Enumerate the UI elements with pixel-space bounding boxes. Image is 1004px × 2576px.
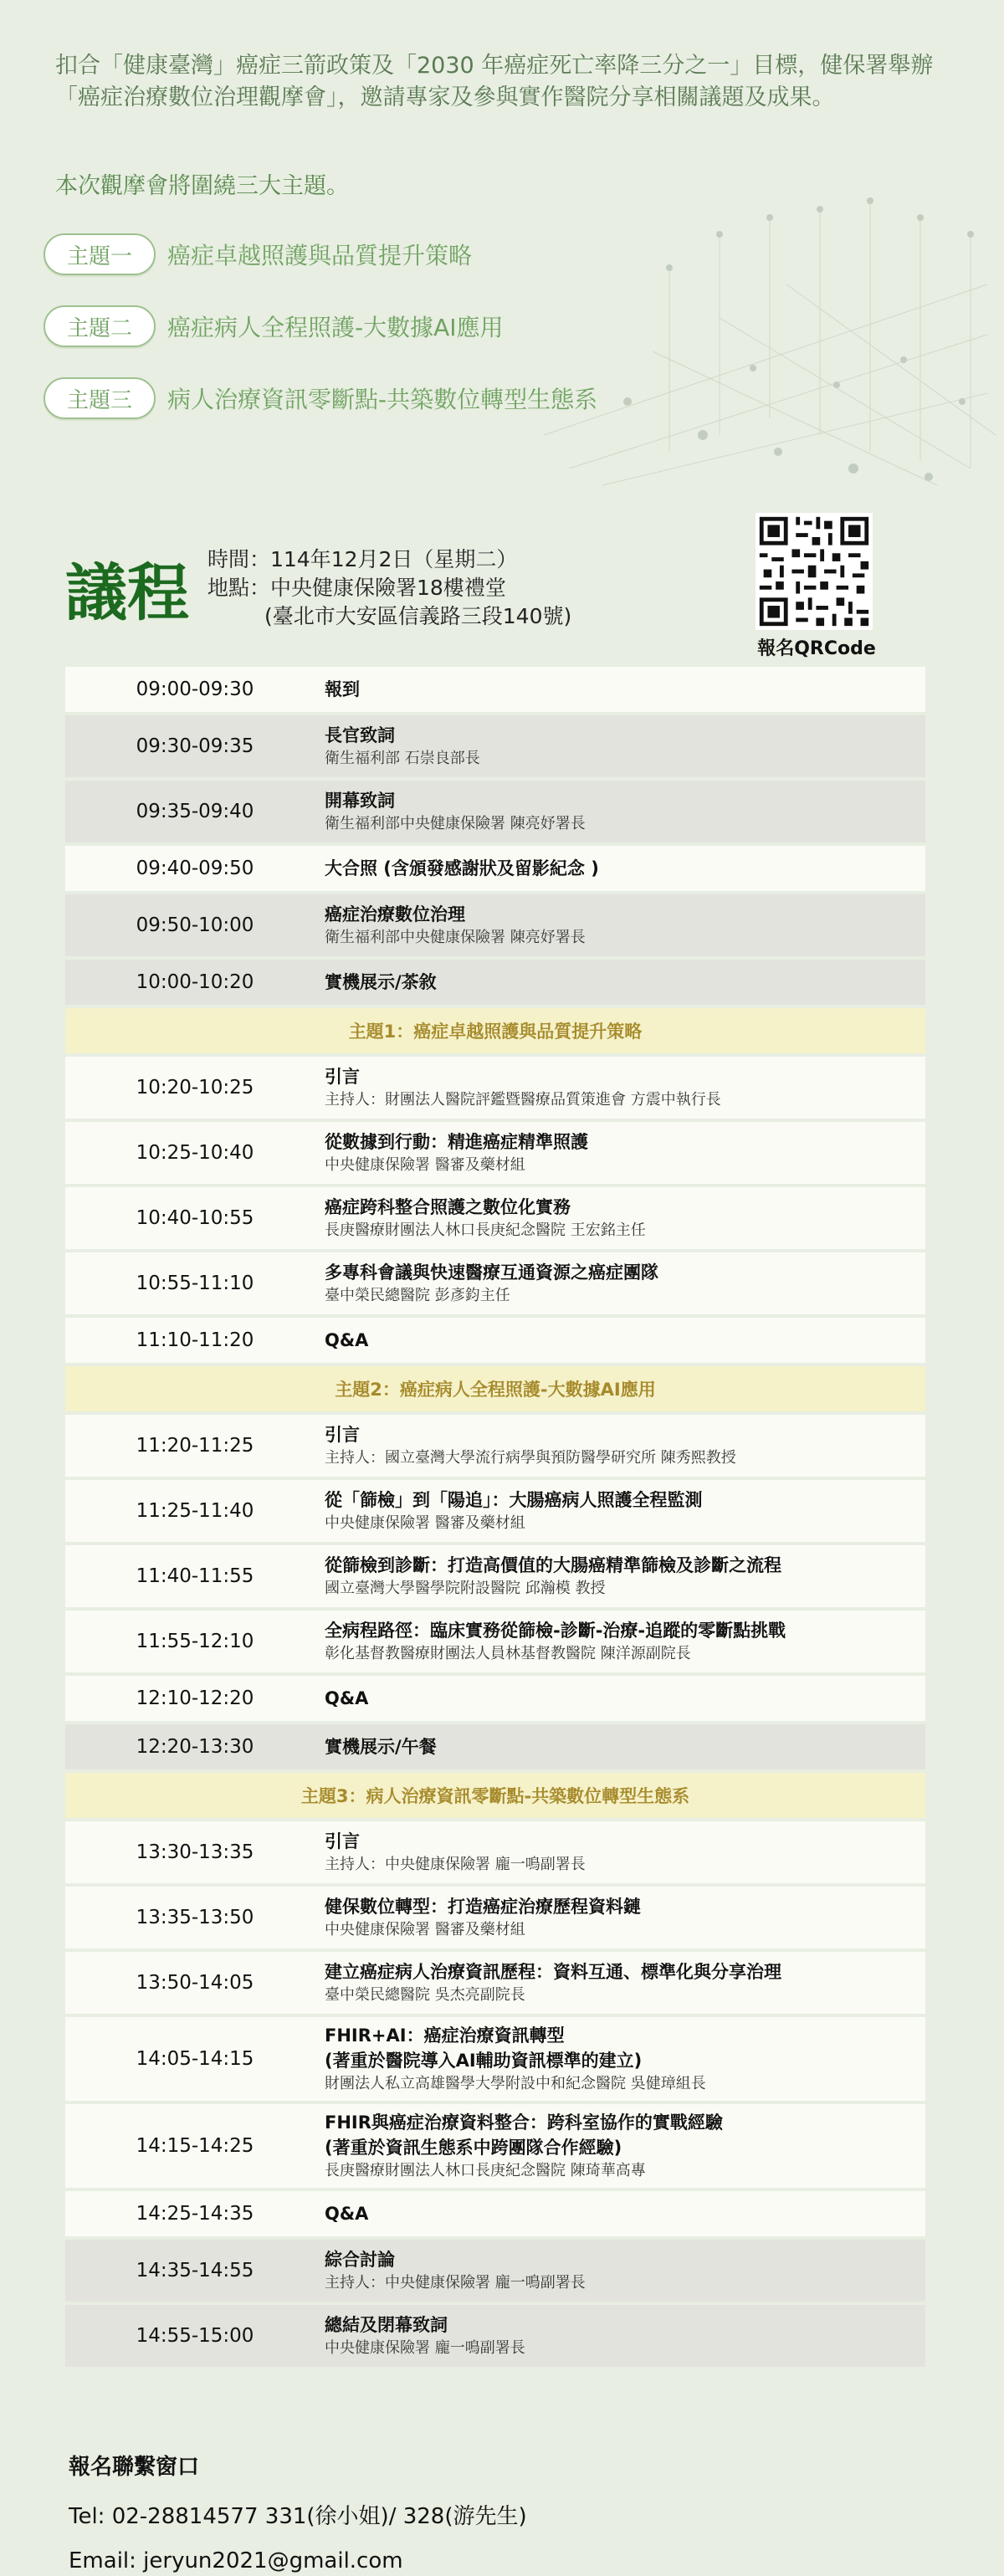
agenda-row xyxy=(65,1318,925,1363)
row-content xyxy=(325,2307,925,2364)
intro-note: 本次觀摩會將圍繞三大主題。 xyxy=(55,173,349,199)
contact-tel: Tel: 02-28814577 331(徐小姐)/ 328(游先生) xyxy=(69,2504,527,2529)
row-title: Q&A xyxy=(325,2204,369,2224)
theme-header-row xyxy=(65,1366,925,1411)
row-content xyxy=(325,1417,925,1474)
intro-text: 扣合「健康臺灣」癌症三箭政策及「2030 年癌症死亡率降三分之一」目標，健保署舉辦「癌症治療數位治理觀摩會」，邀請專家及參與實作醫院分享相關議題及成果。 xyxy=(55,53,934,110)
row-time: 09:35-09:40 xyxy=(136,801,254,822)
theme-text: 癌症卓越照護與品質提升策略 xyxy=(167,242,473,269)
row-title: 從篩檢到診斷：打造高價值的大腸癌精準篩檢及診斷之流程 xyxy=(325,1555,781,1575)
row-speaker: 財團法人私立高雄醫學大學附設中和紀念醫院 吳健璋組長 xyxy=(325,2075,706,2092)
row-title: 報到 xyxy=(325,679,360,699)
theme-badge: 主題一 xyxy=(44,233,156,275)
theme-item-2 xyxy=(44,301,504,351)
row-speaker: 彰化基督教醫療財團法人員林基督教醫院 陳洋源副院長 xyxy=(325,1645,691,1662)
row-title: 全病程路徑：臨床實務從篩檢-診斷-治療-追蹤的零斷點挑戰 xyxy=(325,1621,786,1641)
agenda-row xyxy=(65,781,925,842)
row-title: 引言 xyxy=(325,1831,360,1851)
agenda-row xyxy=(65,2017,925,2101)
row-content xyxy=(325,1059,925,1116)
row-speaker: 主持人：中央健康保險署 龐一鳴副署長 xyxy=(325,2274,586,2292)
row-speaker: 中央健康保險署 醫審及藥材組 xyxy=(325,1514,525,1532)
row-speaker: 臺中榮民總醫院 彭彥鈞主任 xyxy=(325,1287,510,1304)
row-speaker: 國立臺灣大學醫學院附設醫院 邱瀚模 教授 xyxy=(325,1580,606,1597)
theme-header-row xyxy=(65,1008,925,1053)
row-speaker: 衛生福利部中央健康保險署 陳亮妤署長 xyxy=(325,815,586,832)
agenda-time: 時間：114年12月2日（星期二） xyxy=(207,547,518,571)
row-content xyxy=(325,965,925,1000)
row-time: 09:00-09:30 xyxy=(136,679,254,700)
row-time: 10:55-11:10 xyxy=(136,1273,254,1294)
row-title: 綜合討論 xyxy=(325,2250,395,2270)
row-title: 健保數位轉型：打造癌症治療歷程資料鏈 xyxy=(325,1897,641,1917)
agenda-row xyxy=(65,1122,925,1184)
row-time: 13:50-14:05 xyxy=(136,1972,254,1994)
agenda-row xyxy=(65,894,925,956)
row-time: 14:25-14:35 xyxy=(136,2203,254,2225)
network-decoration xyxy=(502,184,1004,502)
agenda-row xyxy=(65,1187,925,1249)
row-title: 多專科會議與快速醫療互通資源之癌症團隊 xyxy=(325,1262,658,1283)
theme-header-title: 主題3：病人治療資訊零斷點-共築數位轉型生態系 xyxy=(300,1786,690,1806)
row-content xyxy=(325,1323,925,1358)
row-title: 開幕致詞 xyxy=(325,791,395,811)
agenda-row xyxy=(65,1676,925,1721)
row-content xyxy=(325,1889,925,1946)
agenda-table xyxy=(65,667,925,2370)
agenda-row xyxy=(65,2305,925,2367)
agenda-row xyxy=(65,1415,925,1477)
row-title: 引言 xyxy=(325,1067,360,1087)
row-content xyxy=(325,1255,925,1312)
row-content xyxy=(325,1729,925,1764)
agenda-row xyxy=(65,1252,925,1314)
row-time: 10:25-10:40 xyxy=(136,1142,254,1164)
row-title: 癌症治療數位治理 xyxy=(325,904,465,924)
row-title: 建立癌症病人治療資訊歷程：資料互通、標準化與分享治理 xyxy=(325,1962,781,1982)
agenda-row xyxy=(65,960,925,1005)
row-title: FHIR+AI：癌症治療資訊轉型 xyxy=(325,2025,565,2046)
row-title: 實機展示/午餐 xyxy=(325,1737,437,1757)
row-time: 12:20-13:30 xyxy=(136,1736,254,1758)
row-time: 10:00-10:20 xyxy=(136,971,254,993)
registration-qr-code[interactable] xyxy=(756,513,873,630)
row-speaker: 主持人：財團法人醫院評鑑暨醫療品質策進會 方震中執行長 xyxy=(325,1091,721,1109)
agenda-row xyxy=(65,1057,925,1119)
row-title: 實機展示/茶敘 xyxy=(325,972,437,992)
agenda-row xyxy=(65,2104,925,2188)
row-content xyxy=(325,1548,925,1605)
row-content xyxy=(325,783,925,840)
agenda-address: (臺北市大安區信義路三段140號) xyxy=(264,604,572,628)
row-speaker: 主持人：國立臺灣大學流行病學與預防醫學研究所 陳秀熙教授 xyxy=(325,1449,736,1467)
row-title: Q&A xyxy=(325,1688,369,1708)
row-title: 總結及閉幕致詞 xyxy=(325,2315,448,2335)
row-title: 大合照 (含頒發感謝狀及留影紀念 ) xyxy=(325,858,599,878)
agenda-row xyxy=(65,667,925,712)
row-time: 09:30-09:35 xyxy=(136,735,254,757)
row-content xyxy=(325,1483,925,1539)
row-speaker: 臺中榮民總醫院 吳杰亮副院長 xyxy=(325,1986,525,2004)
theme-badge: 主題二 xyxy=(44,305,156,347)
row-time: 11:40-11:55 xyxy=(136,1565,254,1587)
row-content xyxy=(325,1954,925,2011)
agenda-row xyxy=(65,1545,925,1607)
row-content xyxy=(325,718,925,775)
row-time: 09:50-10:00 xyxy=(136,914,254,936)
row-time: 12:10-12:20 xyxy=(136,1687,254,1709)
row-time: 14:55-15:00 xyxy=(136,2325,254,2347)
row-speaker: 長庚醫療財團法人林口長庚紀念醫院 王宏銘主任 xyxy=(325,1221,646,1239)
row-title: Q&A xyxy=(325,1330,369,1350)
row-content xyxy=(325,851,925,886)
row-title: 長官致詞 xyxy=(325,725,395,745)
row-time: 11:25-11:40 xyxy=(136,1500,254,1522)
row-title: 引言 xyxy=(325,1425,360,1445)
contact-email[interactable]: Email: jeryun2021@gmail.com xyxy=(69,2548,403,2573)
row-speaker: 主持人：中央健康保險署 龐一鳴副署長 xyxy=(325,1856,586,1873)
row-content xyxy=(325,1613,925,1670)
theme-badge: 主題三 xyxy=(44,377,156,419)
row-time: 11:10-11:20 xyxy=(136,1329,254,1351)
row-title-note: (著重於醫院導入AI輔助資訊標準的建立) xyxy=(325,2051,643,2071)
row-speaker: 衛生福利部中央健康保險署 陳亮妤署長 xyxy=(325,929,586,946)
row-content xyxy=(325,1124,925,1181)
row-title: 從數據到行動：精進癌症精準照護 xyxy=(325,1132,588,1152)
theme-item-1 xyxy=(44,229,472,279)
agenda-row xyxy=(65,1821,925,1883)
row-content xyxy=(325,672,925,707)
row-content xyxy=(325,2018,925,2100)
row-time: 09:40-09:50 xyxy=(136,858,254,879)
row-speaker: 衛生福利部 石崇良部長 xyxy=(325,750,480,767)
row-time: 14:05-14:15 xyxy=(136,2048,254,2070)
agenda-row xyxy=(65,1724,925,1769)
row-content xyxy=(325,1824,925,1881)
contact-heading: 報名聯繫窗口 xyxy=(69,2455,200,2480)
row-content xyxy=(325,897,925,954)
row-content xyxy=(325,2196,925,2231)
agenda-row xyxy=(65,1952,925,2014)
row-speaker: 中央健康保險署 龐一鳴副署長 xyxy=(325,2339,525,2357)
row-speaker: 中央健康保險署 醫審及藥材組 xyxy=(325,1156,525,1174)
row-time: 10:40-10:55 xyxy=(136,1207,254,1229)
row-title: 癌症跨科整合照護之數位化實務 xyxy=(325,1197,571,1217)
agenda-place: 地點：中央健康保險署18樓禮堂 xyxy=(207,576,506,600)
row-time: 11:20-11:25 xyxy=(136,1435,254,1457)
agenda-row xyxy=(65,1887,925,1949)
theme-text: 病人治療資訊零斷點-共築數位轉型生態系 xyxy=(167,386,598,413)
qr-label: 報名QRCode xyxy=(757,638,876,659)
row-time: 14:35-14:55 xyxy=(136,2260,254,2282)
row-title: FHIR與癌症治療資料整合：跨科室協作的實戰經驗 xyxy=(325,2113,723,2133)
row-title-note: (著重於資訊生態系中跨團隊合作經驗) xyxy=(325,2138,622,2158)
row-content xyxy=(325,2105,925,2187)
agenda-row xyxy=(65,1480,925,1542)
agenda-row xyxy=(65,715,925,777)
theme-item-3 xyxy=(44,373,597,423)
agenda-row xyxy=(65,2240,925,2302)
row-time: 11:55-12:10 xyxy=(136,1631,254,1652)
theme-header-title: 主題2：癌症病人全程照護-大數據AI應用 xyxy=(335,1380,656,1400)
row-time: 13:35-13:50 xyxy=(136,1907,254,1928)
row-title: 從「篩檢」到「陽追」：大腸癌病人照護全程監測 xyxy=(325,1490,703,1510)
row-time: 13:30-13:35 xyxy=(136,1841,254,1863)
row-speaker: 長庚醫療財團法人林口長庚紀念醫院 陳琦華高專 xyxy=(325,2162,646,2179)
theme-text: 癌症病人全程照護-大數據AI應用 xyxy=(167,314,504,341)
row-content xyxy=(325,2242,925,2299)
row-time: 10:20-10:25 xyxy=(136,1077,254,1099)
row-time: 14:15-14:25 xyxy=(136,2135,254,2157)
agenda-row xyxy=(65,2191,925,2236)
row-content xyxy=(325,1190,925,1247)
theme-header-row xyxy=(65,1773,925,1818)
agenda-info xyxy=(207,545,571,631)
agenda-title: 議程 xyxy=(65,557,189,629)
row-content xyxy=(325,1681,925,1716)
theme-header-title: 主題1：癌症卓越照護與品質提升策略 xyxy=(348,1022,643,1042)
row-speaker: 中央健康保險署 醫審及藥材組 xyxy=(325,1921,525,1938)
contact-section xyxy=(69,2450,527,2576)
agenda-row xyxy=(65,1611,925,1672)
agenda-row xyxy=(65,846,925,891)
